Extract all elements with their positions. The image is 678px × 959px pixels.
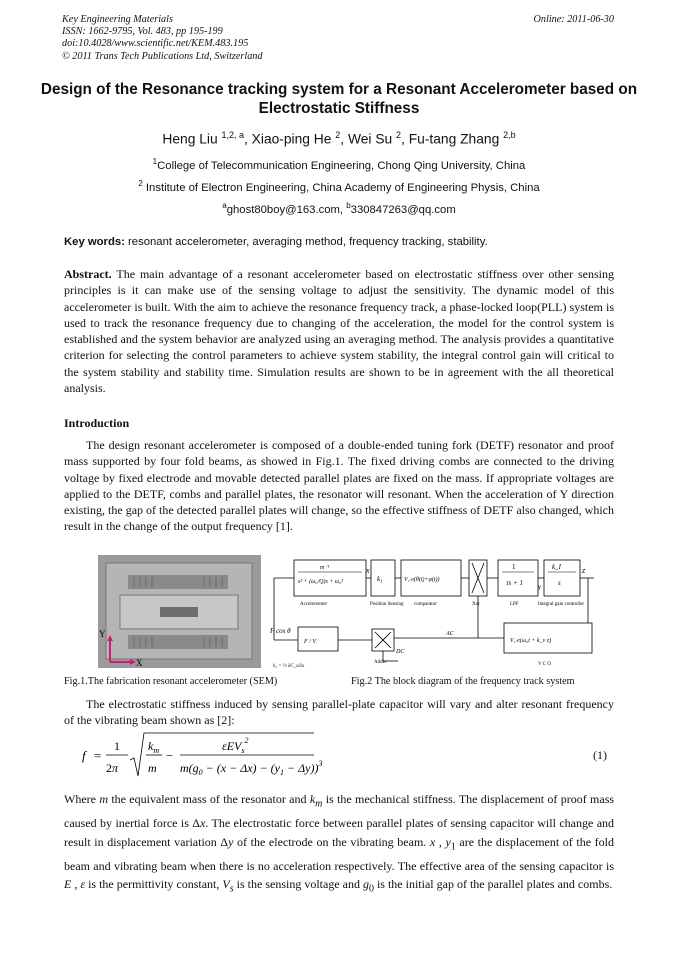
fcos-label: F cos θ [270, 627, 291, 635]
svg-text:−: − [166, 748, 174, 763]
svg-text:V꜀·e(ω₀t + k_v z): V꜀·e(ω₀t + k_v z) [510, 638, 552, 644]
copyright: © 2011 Trans Tech Publications Ltd, Switzerland [62, 50, 263, 62]
abstract [64, 266, 614, 396]
svg-text:τs + 1: τs + 1 [506, 579, 523, 587]
y-signal: y [538, 583, 542, 591]
author-name: Xiao-ping He [251, 131, 332, 147]
intro-paragraph-1: The design resonant accelerometer is composed of a double-ended tuning fork (DETF) resonator and proof mass supported by four fold beams, as showed in Fig.1. The fixed driving combs are connected to the driving voltage by fixed electrode and movable detected parallel plates are fixed on the mass. If appropriate voltages are applied to the DETF, combs and parallel plates, the resonator will resonant. When the acceleration of Y direction existing, the gap of the detected parallel plates will change, so the effective stiffness of DETF also changed, which result in the change of the output frequency [1]. [64, 438, 614, 534]
keywords [64, 236, 616, 248]
ac-label: AC [446, 631, 454, 637]
svg-text:2π: 2π [106, 761, 119, 775]
x-signal: x [366, 566, 370, 575]
author-list: Heng Liu $^{1,2, a}$, Xiao-ping He $^2$, Wei Su $^2$, Fu-tang Zhang $^{2,b}$ [162, 130, 516, 147]
equation-number: (1) [593, 748, 607, 762]
doi: doi:10.4028/www.scientific.net/KEM.483.195 [62, 38, 249, 50]
author-name: Wei Su [347, 131, 393, 147]
accel-label: Acceleromter [300, 602, 328, 607]
lpf-label: LPF [510, 602, 519, 607]
author-affil: 2 [396, 130, 402, 140]
fig1-caption: Fig.1.The fabrication resonant accelerometer (SEM) [64, 676, 278, 687]
svg-text:f: f [82, 748, 86, 763]
svg-text:=: = [94, 748, 102, 763]
author-affil: 1,2, a [221, 130, 244, 140]
author-name: Heng Liu [162, 131, 218, 147]
dc-label: DC [396, 649, 405, 655]
axis-y-label: Y [99, 629, 106, 639]
issn: ISSN: 1662-9795, Vol. 483, pp 195-199 [62, 26, 223, 38]
svg-text:V꜀·e(θ(t)+φ(t)): V꜀·e(θ(t)+φ(t)) [404, 577, 440, 583]
paper-title: Design of the Resonance tracking system for a Resonant Accelerometer based on Electrostatic Stiffness [40, 81, 638, 117]
svg-text:k₁: k₁ [377, 575, 383, 583]
journal-header [62, 14, 262, 63]
integral-label: Integral gain controller [538, 602, 585, 607]
svg-text:m: m [148, 761, 157, 775]
svg-text:1: 1 [512, 563, 516, 571]
adder-label: Adder [374, 660, 387, 665]
block-diagram [268, 555, 600, 673]
svg-text:km: $k_m$ [148, 739, 160, 755]
sem-image [98, 555, 261, 668]
xor-label: Xor [472, 602, 480, 607]
online-date: Online: 2011-06-30 [533, 14, 614, 25]
intro-paragraph-2: The electrostatic stiffness induced by sensing parallel-plate capacitor will vary and alter resonant frequency of the vibrating beam shown as [2]: [64, 697, 614, 728]
svg-text:1: 1 [114, 739, 120, 753]
abstract-text: The main advantage of a resonant accelerometer based on electrostatic stiffness over other sensing principles is it can make use of the sensing voltage to adjust the sensitivity. The dynamic model of this accelerometer is built. With the aim to achieve the resonance frequency track, a phase-locked loop(PLL) system is used to track the resonance frequency due to changing of the acceleration, the model for the control system is established and the system behavior are analyzed using an averaging method. The analysis provides a quantitative criterion for selecting the control parameters to achieve system stability, the integral control gain will critical to the system stability and stability time. Simulation results are shown to be in agreement with the all theoretical analysis. [64, 267, 614, 396]
equation-1 [64, 730, 614, 782]
section-heading-introduction: Introduction [64, 416, 130, 430]
abstract-label: Abstract. [64, 267, 112, 281]
author-name: Fu-tang Zhang [408, 131, 500, 147]
pos-sensing-label: Position Sensing [370, 602, 404, 607]
author-affil: 2,b [503, 130, 516, 140]
axis-x-label: X [136, 658, 143, 668]
svg-text:m(g0 − (x − Δx) − (y1 − Δy))3: $m(g_0 - (x - \Delta x) - (y_1 - \Delta y))^3$ [180, 759, 323, 777]
keywords-text: resonant accelerometer, averaging method, frequency tracking, stability. [128, 236, 488, 248]
svg-text:m⁻¹: m⁻¹ [320, 565, 330, 571]
affiliation-2: $^2$ Institute of Electron Engineering, China Academy of Engineering Physis, China [138, 179, 540, 194]
svg-text:s: s [558, 579, 561, 587]
keywords-label: Key words: [64, 236, 125, 248]
fv-label: F / V [304, 639, 316, 645]
comparator-label: comparator [414, 602, 437, 607]
svg-text:k_I: k_I [552, 563, 561, 571]
email-b[interactable]: 330847263@qq.com [350, 203, 456, 216]
journal-name: Key Engineering Materials [62, 14, 173, 25]
author-affil: 2 [335, 130, 341, 140]
affiliation-1: $^1$College of Telecommunication Engineering, Chong Qing University, China [152, 157, 526, 172]
intro-paragraph-3: Where m the equivalent mass of the resonator and $k_m$ is the mechanical stiffness. The displacement of proof mass caused by inertial force is Δx. The electrostatic force between parallel plates of sensing capacitor will change and result in displacement variation Δy of the electrode on the vibrating beam. x , $y_1$ are the displacement of the fold beam and vibrating beam when there is no acceleration respectively. The effective area of the sensing capacitor is E , ε is the permittivity constant, $V_s$ is the sensing voltage and $g_0$ is the initial gap of the parallel plates and combs. [64, 792, 615, 895]
svg-text:εEVs2: εEV$_s^2$ [222, 736, 249, 755]
email-line: $^a$ghost80boy@163.com, $^b$330847263@qq.com [222, 201, 456, 216]
z-signal: z [582, 566, 586, 575]
svg-text:s² + (ω₀/Q)s + ω₀²: s² + (ω₀/Q)s + ω₀² [298, 579, 344, 585]
svg-text:k₂ = ½ ∂C_s/∂x: k₂ = ½ ∂C_s/∂x [273, 664, 305, 669]
fig2-caption: Fig.2 The block diagram of the frequency track system [351, 676, 575, 687]
email-a[interactable]: ghost80boy@163.com, [226, 203, 344, 216]
vco-label: V C O [538, 662, 551, 667]
